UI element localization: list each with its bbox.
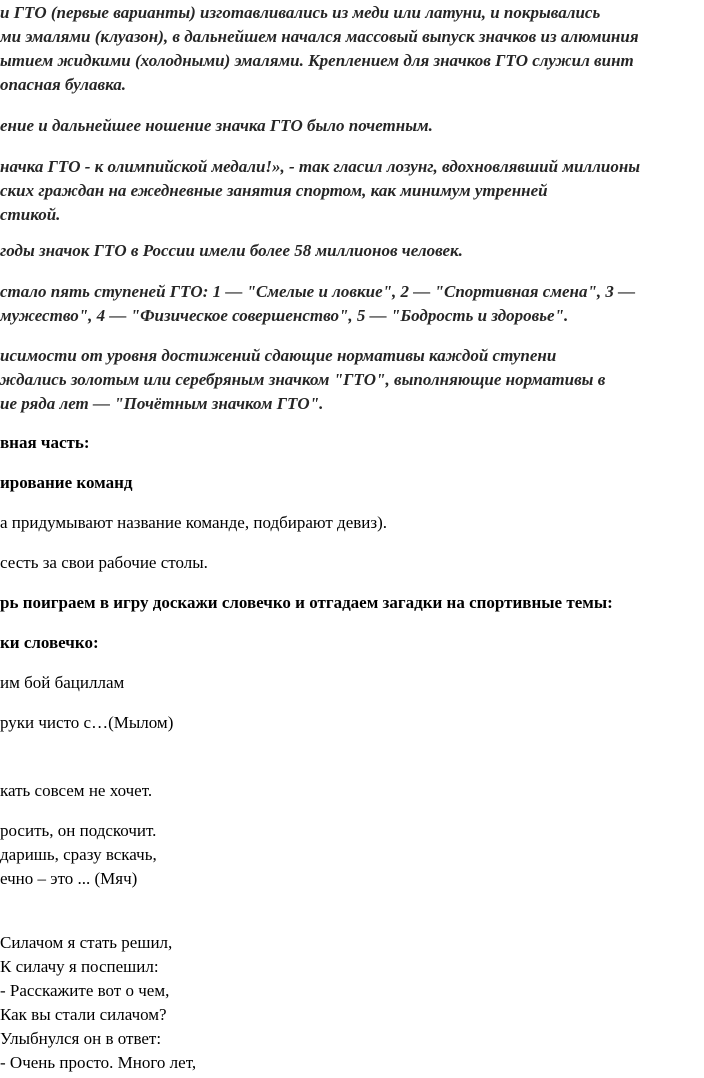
text-line: и ГТО (первые варианты) изготавливались из меди или латуни, и покрывались: [0, 3, 601, 22]
text-line: годы значок ГТО в России имели более 58 миллионов человек.: [0, 241, 463, 260]
text-line: росить, он подскочит.: [0, 821, 157, 840]
text-line: даришь, сразу вскачь,: [0, 845, 157, 864]
text-line: ждались золотым или серебряным значком "ГТО", выполняющие нормативы в: [0, 370, 606, 389]
text-line: мужество", 4 — "Физическое совершенство", 5 — "Бодрость и здоровье".: [0, 306, 569, 325]
text-line: ечно – это ... (Мяч): [0, 869, 138, 888]
text-line: стикой.: [0, 205, 61, 224]
text-line: стало пять ступеней ГТО: 1 — "Смелые и ловкие", 2 — "Спортивная смена", 3 —: [0, 282, 636, 301]
text-line: опасная булавка.: [0, 75, 127, 94]
section-heading: ки словечко:: [0, 633, 99, 652]
text-line: ение и дальнейшее ношение значка ГТО было почетным.: [0, 116, 433, 135]
text-line: им бой бациллам: [0, 673, 125, 692]
text-line: кать совсем не хочет.: [0, 781, 153, 800]
text-line: ми эмалями (клуазон), в дальнейшем начался массовый выпуск значков из алюминия: [0, 27, 639, 46]
text-line: а придумывают название команде, подбирают девиз).: [0, 513, 387, 532]
text-line: Силачом я стать решил,: [0, 933, 173, 952]
text-line: - Очень просто. Много лет,: [0, 1053, 197, 1072]
section-heading: ирование команд: [0, 473, 133, 492]
text-line: ытием жидкими (холодными) эмалями. Креплением для значков ГТО служил винт: [0, 51, 634, 70]
text-line: К силачу я поспешил:: [0, 957, 159, 976]
text-line: руки чисто с…(Мылом): [0, 713, 174, 732]
text-line: сесть за свои рабочие столы.: [0, 553, 208, 572]
section-heading: вная часть:: [0, 433, 90, 452]
text-line: - Расскажите вот о чем,: [0, 981, 170, 1000]
text-line: Как вы стали силачом?: [0, 1005, 167, 1024]
text-line: ие ряда лет — "Почётным значком ГТО".: [0, 394, 324, 413]
text-line: начка ГТО - к олимпийской медали!», - так гласил лозунг, вдохновлявший миллионы: [0, 157, 641, 176]
text-line: исимости от уровня достижений сдающие нормативы каждой ступени: [0, 346, 557, 365]
section-heading: рь поиграем в игру доскажи словечко и отгадаем загадки на спортивные темы:: [0, 593, 613, 612]
text-line: ских граждан на ежедневные занятия спортом, как минимум утренней: [0, 181, 548, 200]
text-line: Улыбнулся он в ответ:: [0, 1029, 162, 1048]
